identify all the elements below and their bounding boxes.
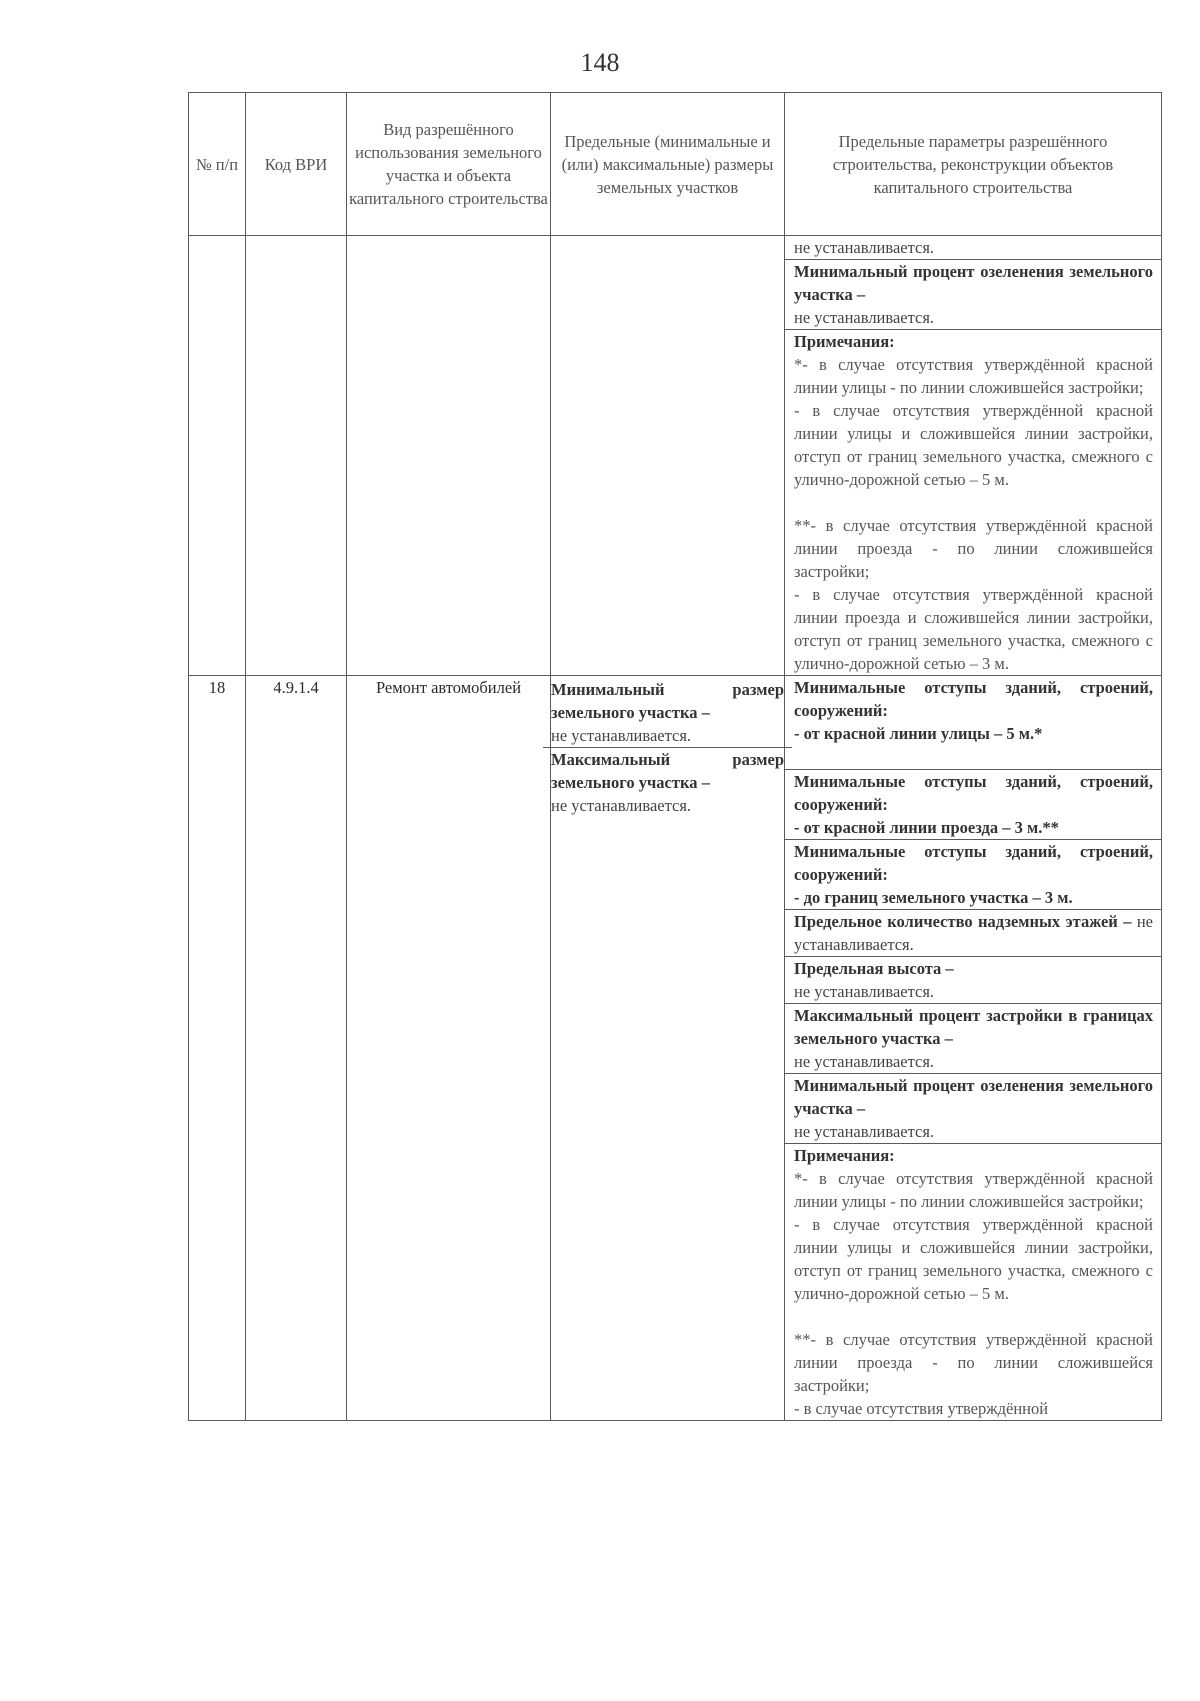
param-value: - от красной линии проезда – 3 м.**: [794, 818, 1059, 837]
zoning-parameters-table: [188, 92, 1162, 1421]
notes-block: [785, 1144, 1161, 1420]
param-title: Предельная высота –: [794, 959, 954, 978]
notes-title: Примечания:: [794, 1146, 895, 1165]
note-text: **- в случае отсутствия утверждённой красной линии проезда - по линии сложившейся застройки;: [794, 516, 1153, 581]
note-text: - в случае отсутствия утверждённой красной линии улицы и сложившейся линии застройки, отступ от границ земельного участка, смежного с улично-дорожной сетью – 5 м.: [794, 1215, 1153, 1303]
header-num: № п/п: [189, 93, 246, 236]
param-title: Минимальный процент озеленения земельного участка –: [794, 262, 1153, 304]
param-value: не устанавливается.: [794, 1122, 935, 1141]
param-value: не устанавливается.: [794, 912, 1153, 954]
size-value: не устанавливается.: [551, 796, 692, 815]
row-number: 18: [189, 676, 246, 1421]
table-row: [189, 676, 1162, 1421]
params-cell: [785, 236, 1162, 676]
param-block: [785, 1004, 1161, 1074]
note-text: - в случае отсутствия утверждённой красной линии проезда и сложившейся линии застройки, отступ от границ земельного участка, смежного с улично-дорожной сетью – 3 м.: [794, 585, 1153, 673]
param-block: [785, 236, 1161, 260]
param-block: [785, 957, 1161, 1004]
header-params: Предельные параметры разрешённого строительства, реконструкции объектов капитального строительства: [785, 93, 1162, 236]
param-block: [785, 770, 1161, 840]
param-title: Максимальный процент застройки в границах земельного участка –: [794, 1006, 1153, 1048]
header-vri: Вид разрешённого использования земельного участка и объекта капитального строительства: [347, 93, 551, 236]
param-value: не устанавливается.: [794, 1052, 935, 1071]
size-cell: [551, 676, 785, 1421]
header-code: Код ВРИ: [246, 93, 347, 236]
param-block: [785, 676, 1161, 770]
size-block: [543, 747, 792, 817]
param-title: Минимальные отступы зданий, строений, сооружений:: [794, 678, 1153, 720]
param-title: Минимальные отступы зданий, строений, сооружений:: [794, 772, 1153, 814]
size-title: Минимальный размер земельного участка –: [551, 680, 784, 722]
param-title: Предельное количество надземных этажей –: [794, 912, 1132, 931]
param-title: Минимальный процент озеленения земельного участка –: [794, 1076, 1153, 1118]
note-text: *- в случае отсутствия утверждённой красной линии улицы - по линии сложившейся застройки;: [794, 355, 1153, 397]
table-row-continued: [189, 236, 1162, 676]
note-text: **- в случае отсутствия утверждённой красной линии проезда - по линии сложившейся застройки;: [794, 1330, 1153, 1395]
param-value: не устанавливается.: [794, 308, 935, 327]
params-cell: [785, 676, 1162, 1421]
header-size: Предельные (минимальные и (или) максимальные) размеры земельных участков: [551, 93, 785, 236]
param-value: - от красной линии улицы – 5 м.*: [794, 724, 1043, 743]
param-value: - до границ земельного участка – 3 м.: [794, 888, 1073, 907]
param-title: Минимальные отступы зданий, строений, сооружений:: [794, 842, 1153, 884]
param-block: [785, 840, 1161, 910]
page-number: 148: [580, 48, 620, 77]
notes-block: [785, 330, 1161, 675]
param-block: [785, 910, 1161, 957]
param-value: не устанавливается.: [794, 238, 935, 257]
param-block: [785, 260, 1161, 330]
notes-title: Примечания:: [794, 332, 895, 351]
row-code: 4.9.1.4: [246, 676, 347, 1421]
size-block: [551, 676, 784, 747]
param-block: [785, 1074, 1161, 1144]
note-text: - в случае отсутствия утверждённой: [794, 1399, 1049, 1418]
table-header-row: [189, 93, 1162, 236]
note-text: *- в случае отсутствия утверждённой красной линии улицы - по линии сложившейся застройки;: [794, 1169, 1153, 1211]
note-text: - в случае отсутствия утверждённой красной линии улицы и сложившейся линии застройки, отступ от границ земельного участка, смежного с улично-дорожной сетью – 5 м.: [794, 401, 1153, 489]
row-vri: Ремонт автомобилей: [347, 676, 551, 1421]
size-title: Максимальный размер земельного участка –: [551, 750, 784, 792]
size-value: не устанавливается.: [551, 726, 692, 745]
param-value: не устанавливается.: [794, 982, 935, 1001]
